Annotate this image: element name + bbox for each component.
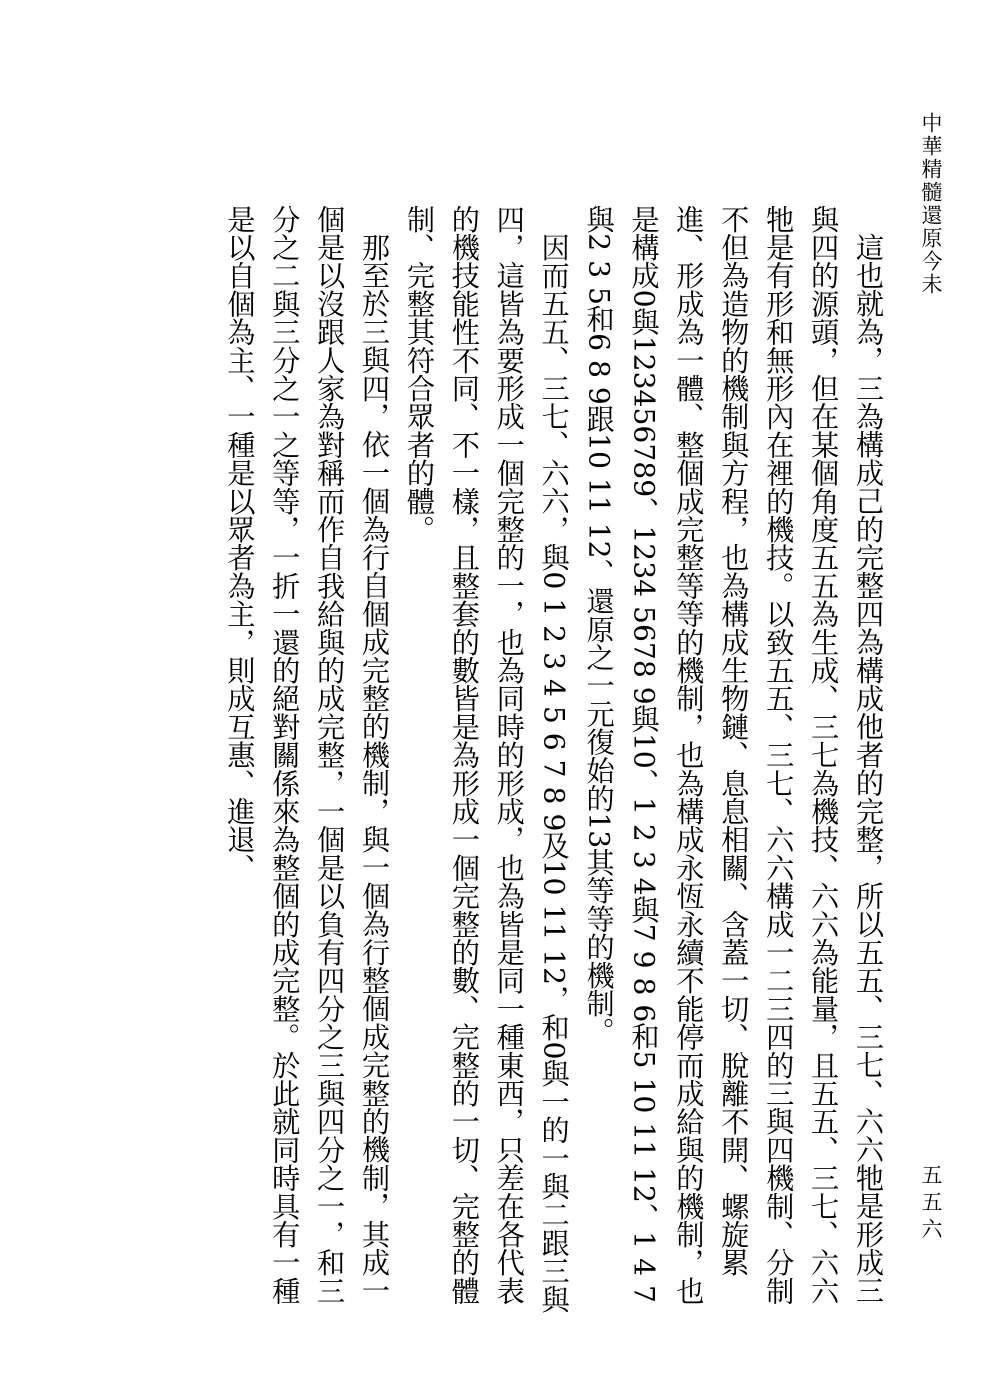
running-title: 中華精髓還原今未 — [919, 112, 943, 296]
page-number: 五五六 — [919, 1164, 943, 1245]
paragraph-3: 那至於三與四，依一個為行自個成完整的機制，與一個為行整個成完整的機制，其成一個是以沒跟人家為對稱而作自我給與的成完整，一個是以負有四分之三與四分之一，和三分之二與三分之一之等等，一折一還的絕對關係來為整個的成完整。於此就同時具有一種是以自個為主、一種是以眾者為主，則成互惠、進退、 — [223, 205, 392, 1305]
paragraph-1: 這也就為，三為構成己的完整四為構成他者的完整，所以五五、三七、六六牠是形成三與四的源頭，但在某個角度五五為生成、三七為機技、六六為能量，且五五、三七、六六牠是有形和無形內在裡的機技。以致五五、三七、六六構成一二三四的三與四機制、分制不但為造物的機制與方程，也為構成生物鏈、息息相關、含蓋一切、脫離不開、螺旋累進、形成為一體、整個成完整等等的機制，也為構成永恆永續不能停而成給與的機制，也是構成0與123456789、1234 5678 9與10、1 2 3 4與7 9 8 6和5 10 11 12、1 4 7與2 3 5和6 8 9跟10 11 12、還原之一元復始的13其等等的機制。 — [582, 205, 885, 1305]
paragraph-2: 因而五五、三七、六六，與0 1 2 3 4 5 6 7 8 9及10 11 12，和0與一的一與二跟三與四，這皆為要形成一個完整的一，也為同時的形成，也為皆是同一種東西，只差在各代表的機技能性不同、不一樣，且整套的數皆是為形成一個完整的數、完整的一切、完整的體制、完整其符合眾者的體。 — [402, 205, 571, 1314]
body-text — [130, 205, 890, 1315]
